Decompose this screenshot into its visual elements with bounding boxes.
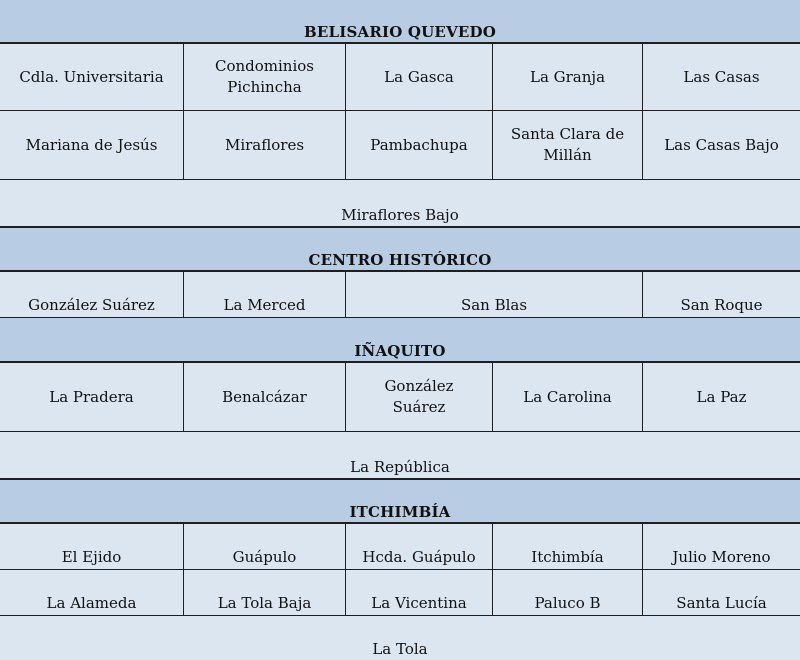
table-row	[0, 111, 800, 180]
table-cell: La Tola Baja	[184, 570, 346, 615]
table-cell: La Gasca	[346, 44, 493, 110]
table-cell: González Suárez	[0, 272, 184, 317]
table-cell: La Pradera	[0, 363, 184, 431]
table-cell: Santa Clara de Millán	[493, 111, 643, 179]
table-cell: Condominios Pichincha	[184, 44, 346, 110]
table-row	[0, 524, 800, 570]
table-cell: San Roque	[680, 296, 763, 314]
table-cell: González Suárez	[346, 363, 493, 431]
table-cell: Hcda. Guápulo	[346, 524, 493, 569]
table-cell: Las Casas	[683, 67, 760, 86]
table-cell: Itchimbía	[493, 524, 643, 569]
table-row	[0, 363, 800, 432]
table-cell: La República	[350, 458, 450, 476]
table-row-full	[0, 616, 800, 660]
table-cell: Cdla. Universitaria	[0, 44, 184, 110]
table-cell: La Paz	[696, 387, 747, 406]
table-cell: La Granja	[493, 44, 643, 110]
table-cell: La Carolina	[493, 363, 643, 431]
table-cell: Las Casas Bajo	[664, 135, 779, 154]
table-cell: La Vicentina	[346, 570, 493, 615]
table-cell: Miraflores Bajo	[341, 206, 459, 224]
section-title: BELISARIO QUEVEDO	[303, 23, 497, 41]
table-cell: Benalcázar	[184, 363, 346, 431]
table-cell: Paluco B	[493, 570, 643, 615]
table-cell: Guápulo	[184, 524, 346, 569]
table-cell: Santa Lucía	[676, 594, 767, 612]
table-cell: La Tola	[372, 640, 428, 658]
section-header-belisario-quevedo	[0, 0, 800, 44]
table-cell: San Blas	[346, 272, 643, 317]
section-header-centro-historico	[0, 226, 800, 272]
table-row-full	[0, 432, 800, 478]
section-header-inaquito	[0, 318, 800, 363]
table-cell: El Ejido	[0, 524, 184, 569]
table-cell: Miraflores	[184, 111, 346, 179]
table-row-full	[0, 180, 800, 226]
section-title: CENTRO HISTÓRICO	[308, 251, 492, 269]
table-cell: Julio Moreno	[672, 548, 771, 566]
table-cell: La Alameda	[0, 570, 184, 615]
table-cell: Mariana de Jesús	[0, 111, 184, 179]
section-title: ITCHIMBÍA	[349, 503, 451, 521]
table-row	[0, 44, 800, 111]
table-row	[0, 570, 800, 616]
table-cell: La Merced	[184, 272, 346, 317]
table-row	[0, 272, 800, 318]
section-header-itchimbia	[0, 478, 800, 524]
table-cell: Pambachupa	[346, 111, 493, 179]
section-title: IÑAQUITO	[354, 342, 446, 360]
